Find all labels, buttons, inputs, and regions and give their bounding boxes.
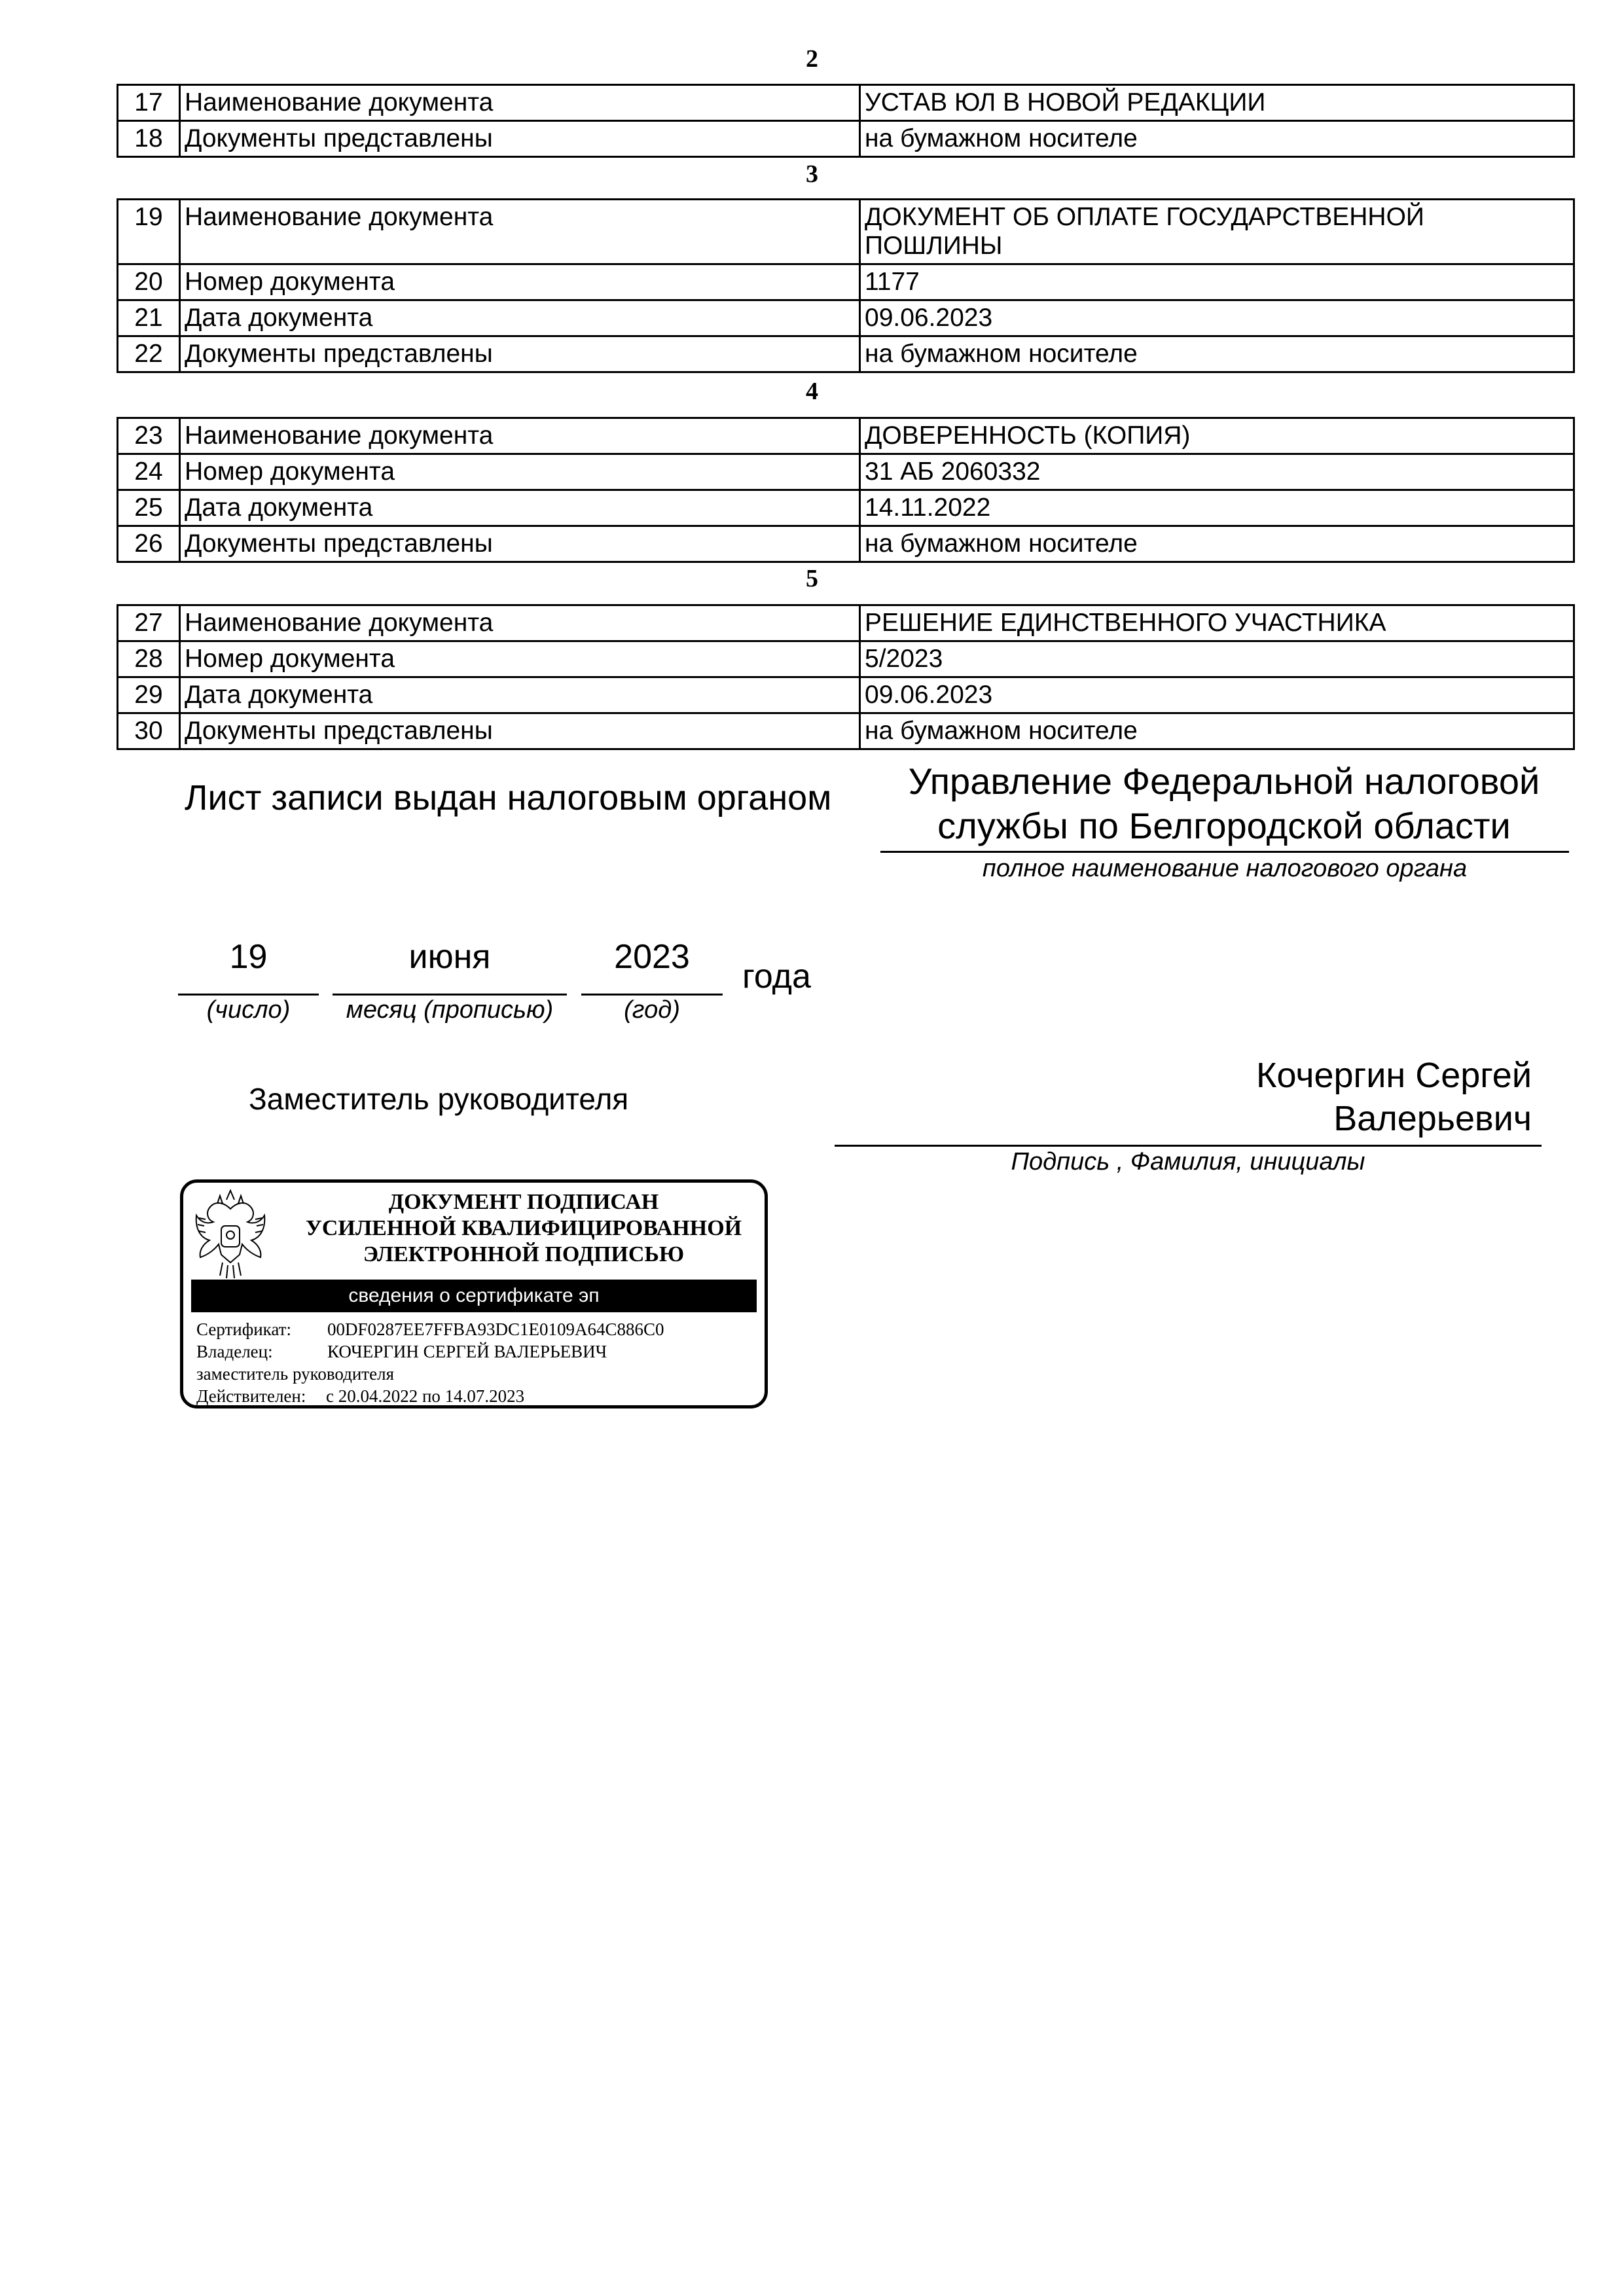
row-key: Наименование документа — [180, 85, 860, 121]
row-value: ДОКУМЕНТ ОБ ОПЛАТЕ ГОСУДАРСТВЕННОЙ ПОШЛИНЫ — [860, 200, 1574, 264]
underline — [333, 994, 567, 996]
table-row — [118, 121, 1574, 157]
signature-caption: Подпись , Фамилия, инициалы — [1011, 1148, 1365, 1175]
tax-authority-line: службы по Белгородской области — [937, 805, 1511, 846]
table-row — [118, 641, 1574, 677]
row-value: на бумажном носителе — [860, 526, 1574, 562]
stamp-title-line: ЭЛЕКТРОННОЙ ПОДПИСЬЮ — [363, 1242, 685, 1266]
date-day-caption: (число) — [206, 996, 291, 1024]
russian-coat-of-arms-icon — [191, 1189, 270, 1281]
document-table — [117, 198, 1575, 373]
row-number: 26 — [118, 526, 180, 562]
date-suffix: года — [742, 958, 811, 996]
date-month: июня — [408, 938, 491, 976]
validity-value: с 20.04.2022 по 14.07.2023 — [326, 1386, 525, 1406]
tax-authority-caption: полное наименование налогового органа — [982, 855, 1468, 882]
row-number: 17 — [118, 85, 180, 121]
document-table — [117, 84, 1575, 158]
owner-value: КОЧЕРГИН СЕРГЕЙ ВАЛЕРЬЕВИЧ — [327, 1342, 607, 1361]
row-value: 14.11.2022 — [860, 490, 1574, 526]
row-number: 23 — [118, 418, 180, 454]
row-number: 30 — [118, 713, 180, 749]
section-number: 3 — [806, 160, 818, 188]
document-table — [117, 417, 1575, 563]
section-number: 4 — [806, 378, 818, 405]
stamp-title-line: ДОКУМЕНТ ПОДПИСАН — [388, 1190, 659, 1214]
signer-position: Заместитель руководителя — [249, 1082, 629, 1116]
row-key: Наименование документа — [180, 200, 860, 264]
table-row — [118, 336, 1574, 372]
row-value: на бумажном носителе — [860, 336, 1574, 372]
tax-authority-line: Управление Федеральной налоговой — [908, 761, 1540, 802]
underline — [581, 994, 723, 996]
validity-label: Действителен: — [196, 1386, 306, 1406]
owner-row — [196, 1340, 607, 1363]
row-key: Наименование документа — [180, 605, 860, 641]
certificate-label: Сертификат: — [196, 1319, 291, 1339]
signer-name-line: Валерьевич — [1333, 1099, 1532, 1138]
row-key: Номер документа — [180, 454, 860, 490]
row-key: Номер документа — [180, 264, 860, 300]
table-row — [118, 605, 1574, 641]
section-number: 2 — [806, 45, 818, 73]
row-key: Дата документа — [180, 677, 860, 713]
underline — [880, 851, 1569, 853]
underline — [178, 994, 319, 996]
row-number: 21 — [118, 300, 180, 336]
row-number: 19 — [118, 200, 180, 264]
signer-name — [835, 1054, 1532, 1140]
row-key: Документы представлены — [180, 713, 860, 749]
row-key: Документы представлены — [180, 336, 860, 372]
row-number: 28 — [118, 641, 180, 677]
tax-authority-name — [880, 759, 1568, 848]
row-number: 18 — [118, 121, 180, 157]
table-row — [118, 677, 1574, 713]
issued-label: Лист записи выдан налоговым органом — [185, 778, 832, 817]
row-number: 20 — [118, 264, 180, 300]
owner-label: Владелец: — [196, 1342, 273, 1361]
row-number: 27 — [118, 605, 180, 641]
row-value: 31 АБ 2060332 — [860, 454, 1574, 490]
table-row — [118, 490, 1574, 526]
row-value: на бумажном носителе — [860, 713, 1574, 749]
row-number: 24 — [118, 454, 180, 490]
row-key: Документы представлены — [180, 121, 860, 157]
certificate-info-bar: сведения о сертификате эп — [191, 1280, 757, 1312]
table-row — [118, 713, 1574, 749]
document-table — [117, 604, 1575, 750]
section-number: 5 — [806, 565, 818, 592]
table-row — [118, 300, 1574, 336]
validity-row — [196, 1385, 524, 1407]
stamp-title — [288, 1189, 759, 1268]
table-row — [118, 418, 1574, 454]
owner-position: заместитель руководителя — [196, 1364, 394, 1384]
table-row — [118, 526, 1574, 562]
row-value: на бумажном носителе — [860, 121, 1574, 157]
row-number: 22 — [118, 336, 180, 372]
row-key: Документы представлены — [180, 526, 860, 562]
row-key: Номер документа — [180, 641, 860, 677]
signer-name-line: Кочергин Сергей — [1256, 1056, 1532, 1095]
row-value: 09.06.2023 — [860, 300, 1574, 336]
date-year: 2023 — [614, 938, 690, 976]
row-value: ДОВЕРЕННОСТЬ (КОПИЯ) — [860, 418, 1574, 454]
row-value: 5/2023 — [860, 641, 1574, 677]
date-day: 19 — [229, 938, 268, 976]
table-row — [118, 264, 1574, 300]
e-signature-stamp — [180, 1179, 768, 1408]
row-key: Наименование документа — [180, 418, 860, 454]
table-row — [118, 454, 1574, 490]
row-number: 29 — [118, 677, 180, 713]
table-row — [118, 200, 1574, 264]
underline — [835, 1145, 1542, 1147]
certificate-row — [196, 1318, 664, 1340]
date-month-caption: месяц (прописью) — [346, 996, 554, 1024]
row-key: Дата документа — [180, 490, 860, 526]
row-value: 09.06.2023 — [860, 677, 1574, 713]
row-value: РЕШЕНИЕ ЕДИНСТВЕННОГО УЧАСТНИКА — [860, 605, 1574, 641]
row-value: 1177 — [860, 264, 1574, 300]
row-number: 25 — [118, 490, 180, 526]
stamp-title-line: УСИЛЕННОЙ КВАЛИФИЦИРОВАННОЙ — [305, 1216, 742, 1240]
date-year-caption: (год) — [624, 996, 680, 1024]
certificate-value: 00DF0287EE7FFBA93DC1E0109A64C886C0 — [327, 1319, 664, 1339]
row-key: Дата документа — [180, 300, 860, 336]
row-value: УСТАВ ЮЛ В НОВОЙ РЕДАКЦИИ — [860, 85, 1574, 121]
table-row — [118, 85, 1574, 121]
